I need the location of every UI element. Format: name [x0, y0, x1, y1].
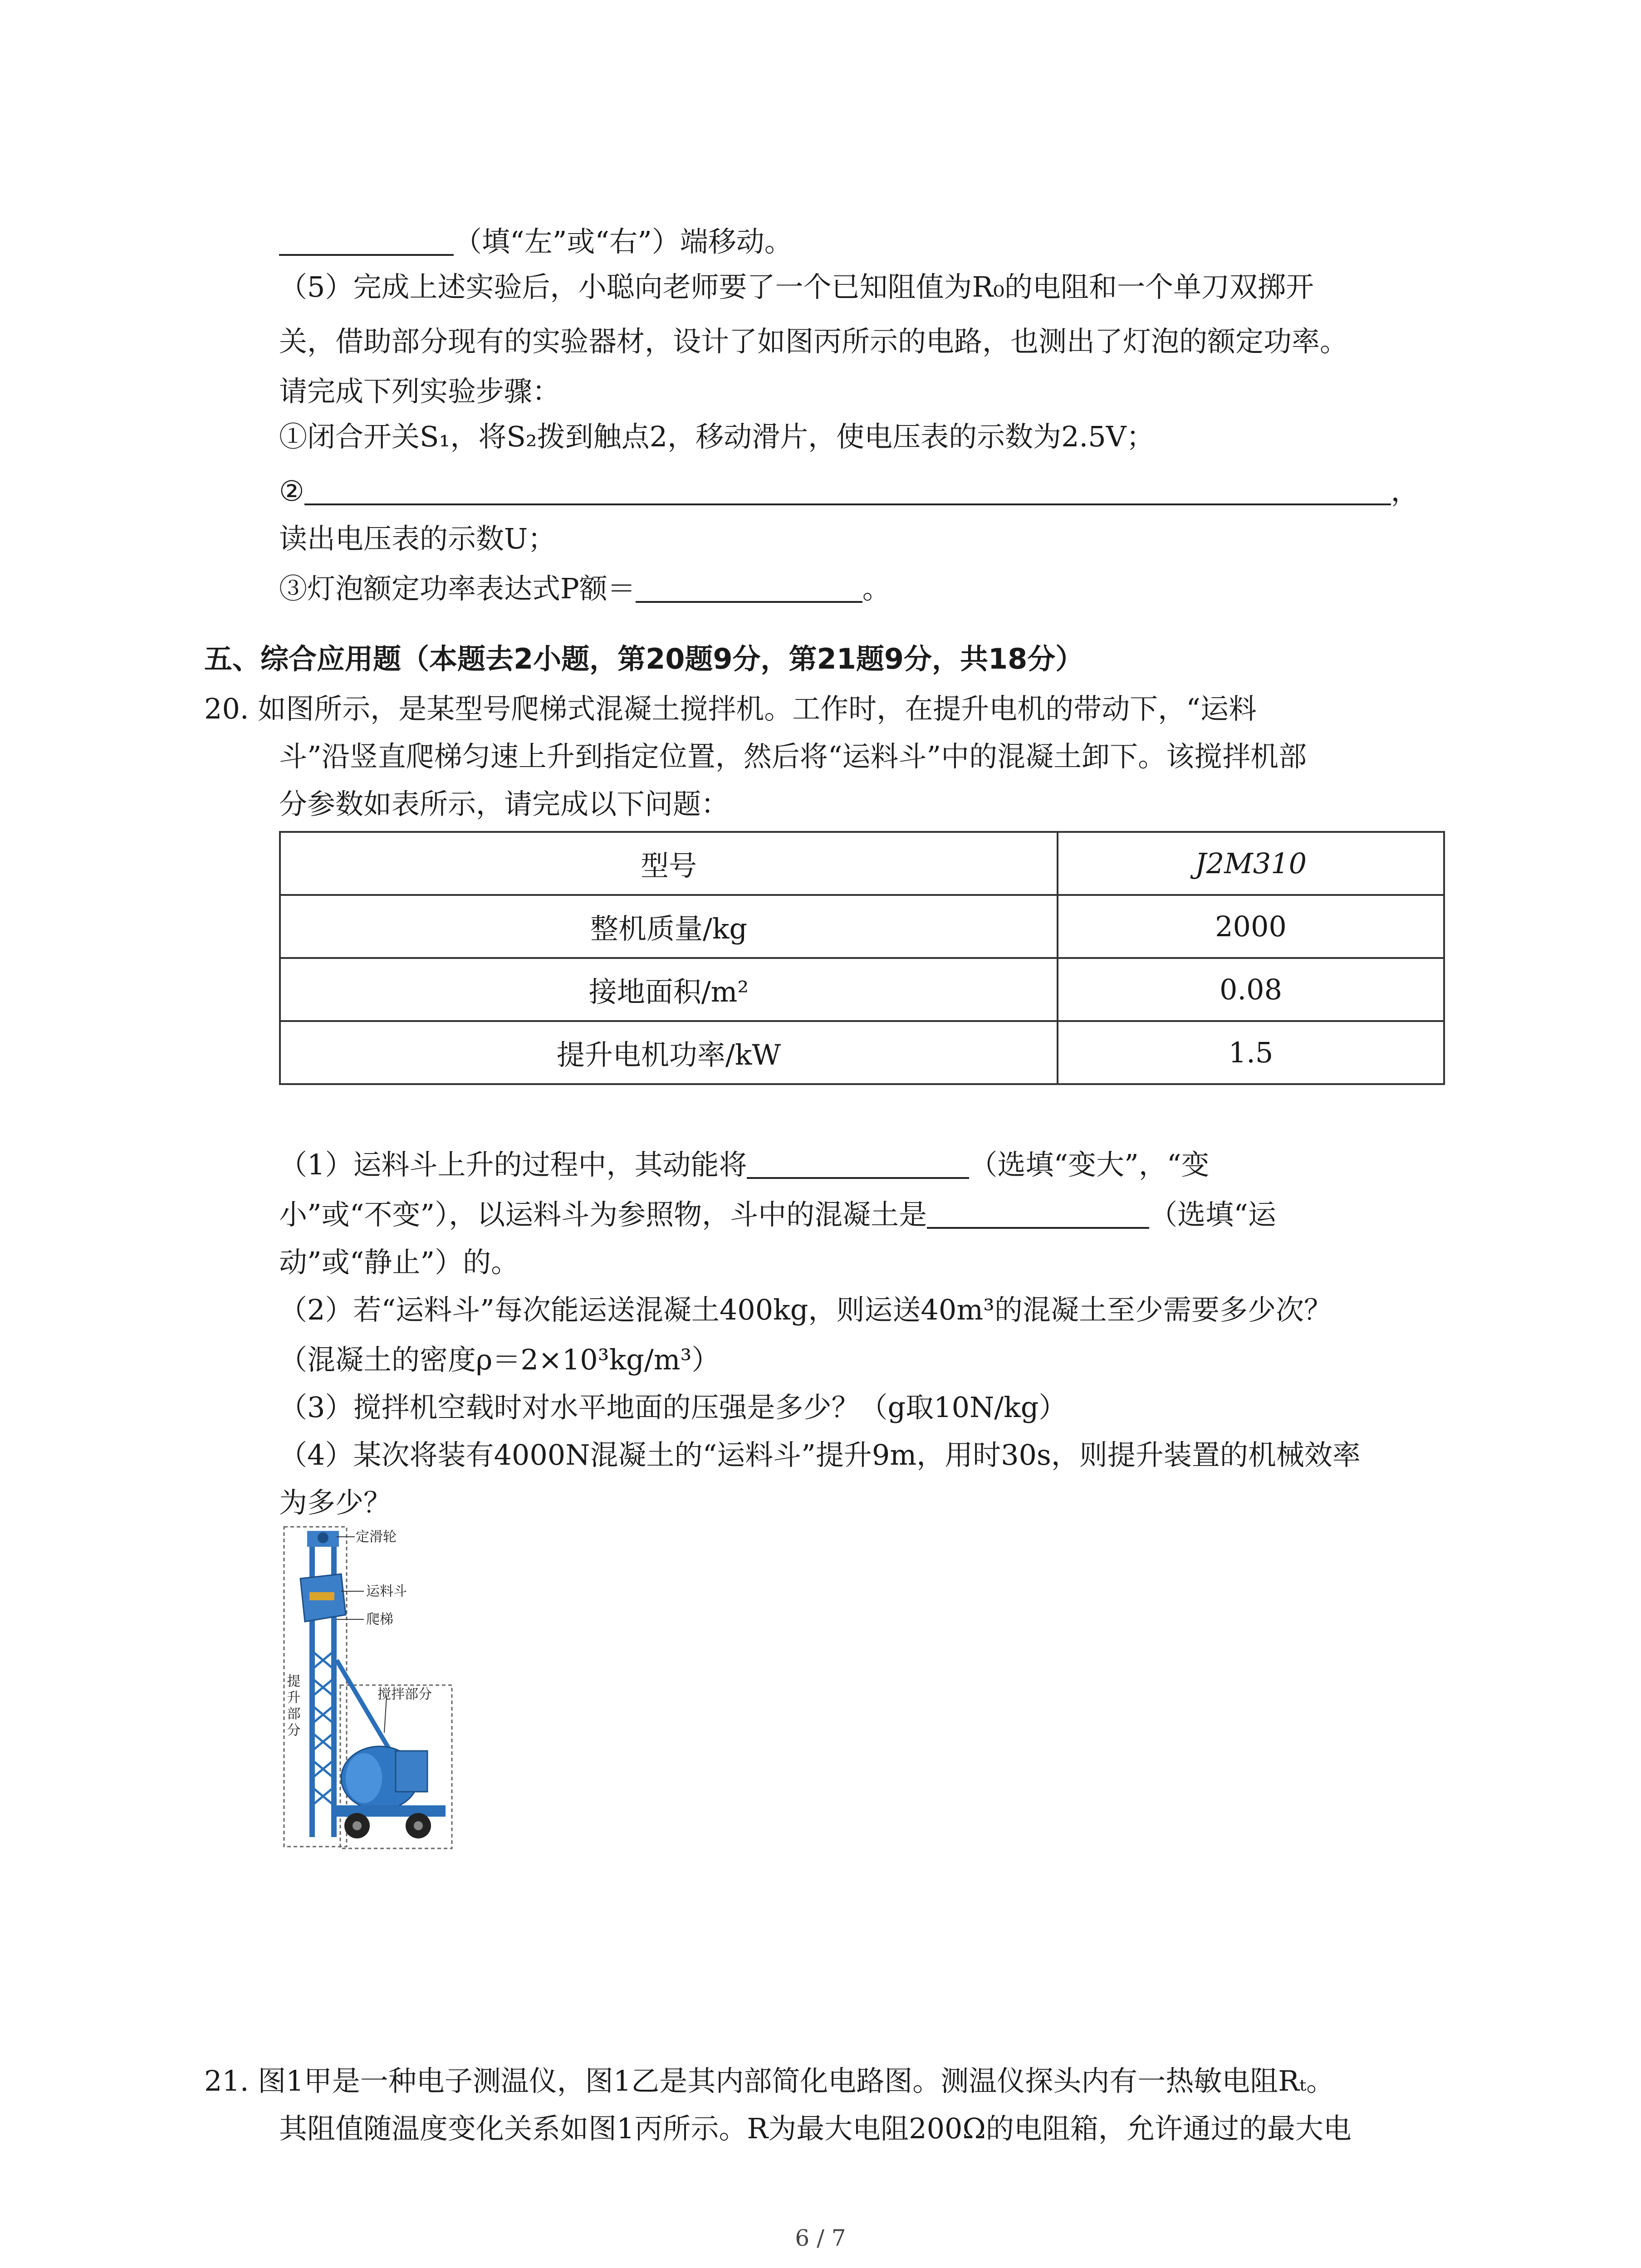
section-heading: 五、综合应用题（本题去2小题，第20题9分，第21题9分，共18分）	[204, 642, 1084, 675]
table-cell-label: 整机质量/kg	[280, 895, 1058, 958]
answer-blank-step2[interactable]	[304, 477, 1391, 505]
q20-part4-line1: （4）某次将装有4000N混凝土的“运料斗”提升9m，用时30s，则提升装置的机械效率	[279, 1438, 1361, 1471]
label-lifting-part: 提升部分	[284, 1674, 300, 1739]
table-row	[280, 1021, 1444, 1084]
q19-line1: （填“左”或“右”）端移动。	[279, 228, 793, 256]
q21-line2: 其阻值随温度变化关系如图1丙所示。R为最大电阻200Ω的电阻箱，允许通过的最大电	[279, 2112, 1352, 2145]
q19-line3: 关，借助部分现有的实验器材，设计了如图丙所示的电路，也测出了灯泡的额定功率。	[279, 325, 1348, 358]
table-cell-value: 2000	[1058, 895, 1444, 958]
q20-part2-line2: （混凝土的密度ρ＝2×10³kg/m³）	[279, 1343, 720, 1376]
page-number: 6 / 7	[795, 2225, 846, 2251]
q20-part3: （3）搅拌机空载时对水平地面的压强是多少？（g取10N/kg）	[279, 1391, 1067, 1424]
label-hopper: 运料斗	[366, 1584, 407, 1599]
table-row	[280, 832, 1444, 895]
table-cell-value: 0.08	[1058, 958, 1444, 1021]
mixer-machine-figure	[282, 1524, 455, 1851]
answer-blank-direction[interactable]	[279, 228, 454, 256]
q20-line3: 分参数如表所示，请完成以下问题：	[279, 787, 730, 821]
table-cell-label: 接地面积/m²	[280, 958, 1058, 1021]
answer-blank-kinetic-energy[interactable]	[747, 1151, 969, 1179]
label-ladder: 爬梯	[366, 1612, 393, 1628]
table-cell-value: 1.5	[1058, 1021, 1444, 1084]
q19-step2: ② ，	[279, 474, 1419, 508]
q19-line7: 读出电压表的示数U；	[279, 522, 556, 555]
q20-line1: 20. 如图所示，是某型号爬梯式混凝土搅拌机。工作时，在提升电机的带动下，“运料	[204, 692, 1257, 725]
q20-part1-line1: （1）运料斗上升的过程中，其动能将 （选填“变大”，“变	[279, 1148, 1210, 1181]
q20-part2-line1: （2）若“运料斗”每次能运送混凝土400kg，则运送40m³的混凝土至少需要多少次？	[279, 1293, 1332, 1326]
table-cell-label: 型号	[280, 832, 1058, 895]
q19-line2: （5）完成上述实验后，小聪向老师要了一个已知阻值为R₀的电阻和一个单刀双掷开	[279, 270, 1314, 303]
q19-step1: ①闭合开关S₁，将S₂拨到触点2，移动滑片，使电压表的示数为2.5V；	[279, 420, 1155, 453]
q20-line2: 斗”沿竖直爬梯匀速上升到指定位置，然后将“运料斗”中的混凝土卸下。该搅拌机部	[279, 740, 1307, 773]
answer-blank-motion-state[interactable]	[927, 1201, 1149, 1229]
label-mixing-part: 搅拌部分	[377, 1686, 432, 1702]
q20-part1-line2: 小”或“不变”），以运料斗为参照物，斗中的混凝土是 （选填“运	[279, 1198, 1276, 1231]
q19-step3: ③灯泡额定功率表达式P额＝ 。	[279, 572, 891, 605]
q21-line1: 21. 图1甲是一种电子测温仪，图1乙是其内部简化电路图。测温仪探头内有一热敏电阻Rₜ。	[204, 2064, 1335, 2097]
table-cell-value: J2M310	[1058, 832, 1444, 895]
q20-part4-line2: 为多少？	[279, 1486, 392, 1519]
q19-line4: 请完成下列实验步骤：	[279, 375, 561, 408]
parameter-table	[279, 831, 1445, 1085]
table-row	[280, 895, 1444, 958]
label-fixed-pulley: 定滑轮	[356, 1529, 397, 1545]
table-row	[280, 958, 1444, 1021]
q20-part1-line3: 动”或“静止”）的。	[279, 1246, 519, 1279]
table-cell-label: 提升电机功率/kW	[280, 1021, 1058, 1084]
answer-blank-power-expression[interactable]	[636, 575, 862, 603]
